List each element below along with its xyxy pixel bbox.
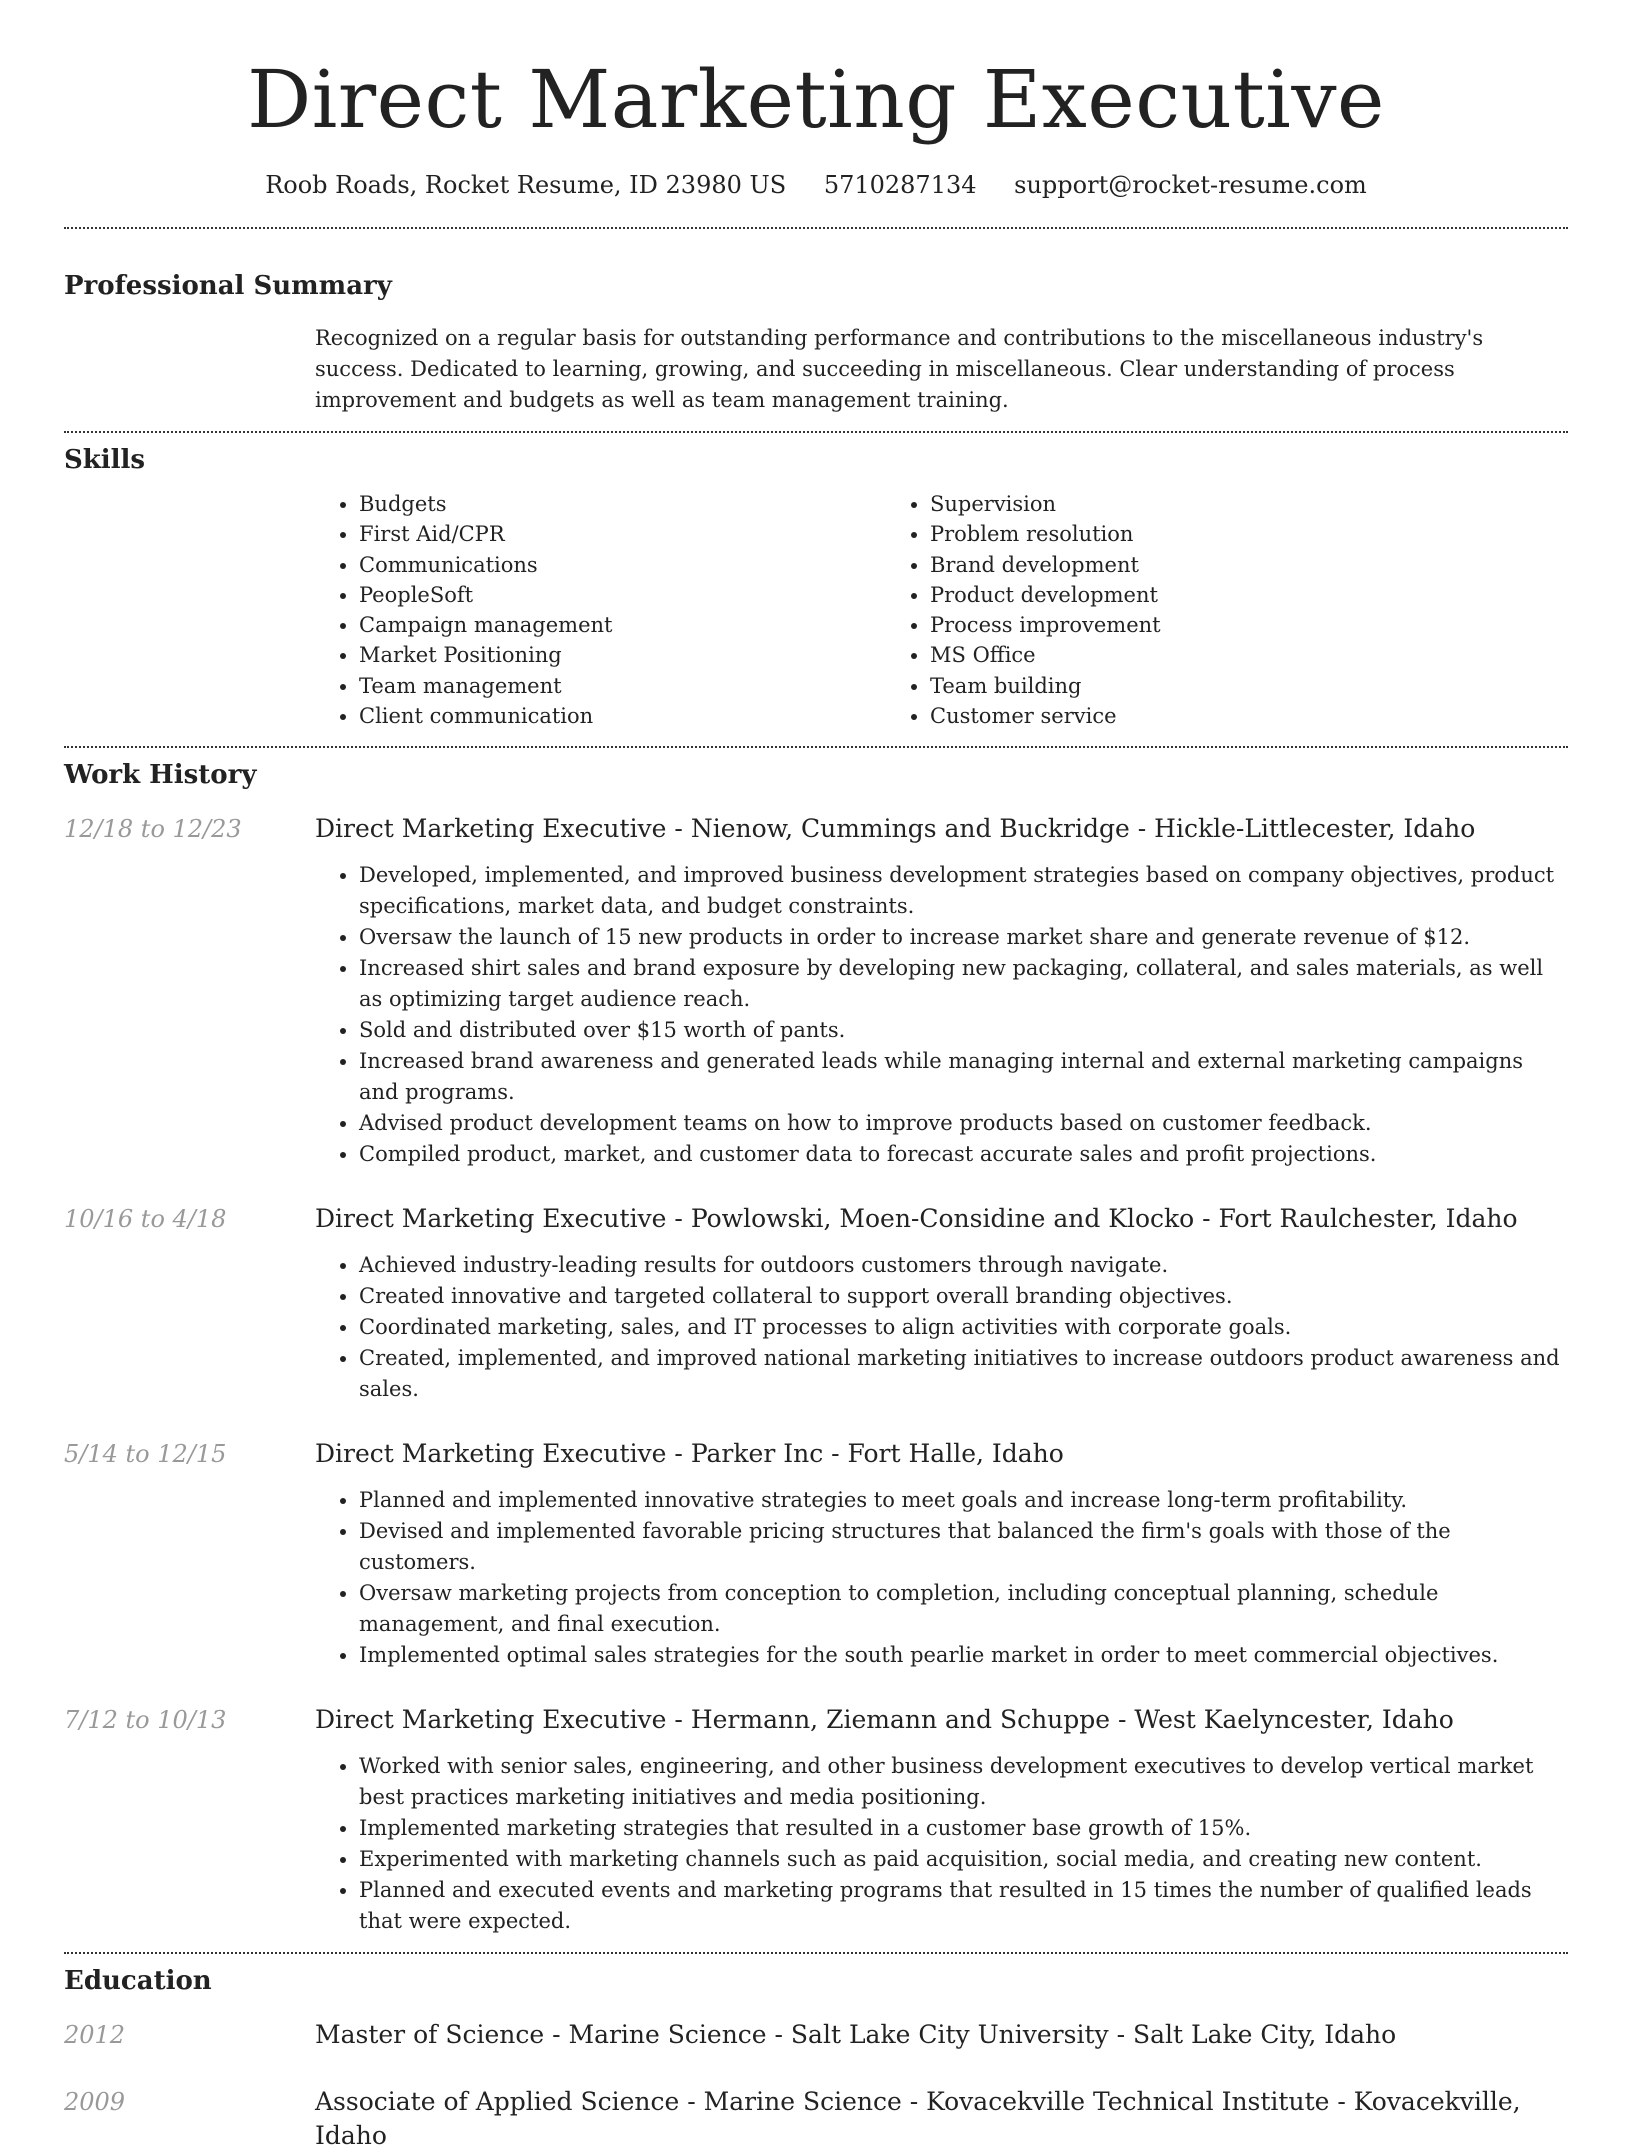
education-year: 2012 <box>64 2021 126 2050</box>
skill-item: • Team management <box>359 671 886 701</box>
skill-item: • Team building <box>930 671 1457 701</box>
contact-phone: 5710287134 <box>823 171 977 199</box>
skill-item: • PeopleSoft <box>359 580 886 610</box>
skill-item: • MS Office <box>930 640 1457 670</box>
job-bullet: • Planned and executed events and marketing programs that resulted in 15 times the number of qualified leads that were expected. <box>359 1875 1568 1937</box>
job-bullet: • Sold and distributed over $15 worth of pants. <box>359 1015 1568 1046</box>
education-title: Master of Science - Marine Science - Salt Lake City University - Salt Lake City, Idaho <box>315 2020 1397 2050</box>
job-title: Direct Marketing Executive - Hermann, Ziemann and Schuppe - West Kaelyncester, Idaho <box>315 1705 1454 1735</box>
skills-list <box>315 489 1568 731</box>
skill-item: • Campaign management <box>359 610 886 640</box>
job-bullet: • Advised product development teams on how to improve products based on customer feedback. <box>359 1108 1568 1139</box>
job-dates: 7/12 to 10/13 <box>64 1706 227 1735</box>
skills-heading: Skills <box>64 445 146 475</box>
job-title: Direct Marketing Executive - Powlowski, Moen-Considine and Klocko - Fort Raulchester, Idaho <box>315 1204 1518 1234</box>
job-bullet: • Worked with senior sales, engineering, and other business development executives to develop vertical market best practices marketing initiatives and media positioning. <box>359 1751 1568 1813</box>
job-entry <box>64 1437 1568 1671</box>
skill-item: • Process improvement <box>930 610 1457 640</box>
job-entry <box>64 1202 1568 1405</box>
summary-heading: Professional Summary <box>64 271 392 301</box>
contact-email: support@rocket-resume.com <box>1014 171 1367 199</box>
work-history-heading: Work History <box>64 760 257 791</box>
job-bullets <box>315 1751 1568 1937</box>
job-title: Direct Marketing Executive - Parker Inc - Fort Halle, Idaho <box>315 1439 1064 1469</box>
skill-item: • Product development <box>930 580 1457 610</box>
job-bullet: • Devised and implemented favorable pricing structures that balanced the firm's goals with those of the customers. <box>359 1516 1568 1578</box>
education-section <box>64 1954 1568 2153</box>
job-bullet: • Created innovative and targeted collateral to support overall branding objectives. <box>359 1281 1568 1312</box>
job-bullets <box>315 1250 1568 1405</box>
work-history-section <box>64 748 1568 1952</box>
education-heading: Education <box>64 1966 212 1997</box>
education-year: 2009 <box>64 2088 126 2117</box>
job-bullet: • Planned and implemented innovative strategies to meet goals and increase long-term profitability. <box>359 1485 1568 1516</box>
job-bullet: • Oversaw marketing projects from conception to completion, including conceptual planning, schedule management, and final execution. <box>359 1578 1568 1640</box>
skill-item: • Customer service <box>930 701 1457 731</box>
skill-item: • First Aid/CPR <box>359 519 886 549</box>
skill-item: • Client communication <box>359 701 886 731</box>
job-bullet: • Increased shirt sales and brand exposure by developing new packaging, collateral, and sales materials, as well as optimizing target audience reach. <box>359 953 1568 1015</box>
education-entry <box>64 2018 1568 2052</box>
skill-item: • Communications <box>359 550 886 580</box>
job-dates: 10/16 to 4/18 <box>64 1205 227 1234</box>
job-bullet: • Achieved industry-leading results for outdoors customers through navigate. <box>359 1250 1568 1281</box>
job-entry <box>64 1703 1568 1937</box>
skill-item: • Problem resolution <box>930 519 1457 549</box>
job-bullet: • Oversaw the launch of 15 new products in order to increase market share and generate revenue of $12. <box>359 922 1568 953</box>
skill-item: • Budgets <box>359 489 886 519</box>
job-bullet: • Experimented with marketing channels such as paid acquisition, social media, and creating new content. <box>359 1844 1568 1875</box>
contact-line <box>64 168 1568 202</box>
skill-item: • Market Positioning <box>359 640 886 670</box>
job-bullet: • Implemented optimal sales strategies for the south pearlie market in order to meet commercial objectives. <box>359 1640 1568 1671</box>
job-title: Direct Marketing Executive - Nienow, Cummings and Buckridge - Hickle-Littlecester, Idaho <box>315 814 1476 844</box>
job-bullet: • Coordinated marketing, sales, and IT processes to align activities with corporate goals. <box>359 1312 1568 1343</box>
skill-item: • Brand development <box>930 550 1457 580</box>
job-bullet: • Implemented marketing strategies that resulted in a customer base growth of 15%. <box>359 1813 1568 1844</box>
education-entry <box>64 2085 1568 2153</box>
job-entry <box>64 812 1568 1170</box>
job-dates: 5/14 to 12/15 <box>64 1440 227 1469</box>
summary-text: Recognized on a regular basis for outstanding performance and contributions to the miscellaneous industry's success. Dedicated to learning, growing, and succeeding in miscellaneous. Clear understanding of process improvement and budgets as well as team management training. <box>315 326 1484 412</box>
education-title: Associate of Applied Science - Marine Science - Kovacekville Technical Institute - Kovacekville, Idaho <box>315 2087 1521 2151</box>
job-bullet: • Created, implemented, and improved national marketing initiatives to increase outdoors product awareness and sales. <box>359 1343 1568 1405</box>
contact-address: Roob Roads, Rocket Resume, ID 23980 US <box>265 171 787 199</box>
job-dates: 12/18 to 12/23 <box>64 815 242 844</box>
job-bullets <box>315 860 1568 1170</box>
job-bullets <box>315 1485 1568 1671</box>
job-bullet: • Increased brand awareness and generated leads while managing internal and external marketing campaigns and programs. <box>359 1046 1568 1108</box>
resume-name: Direct Marketing Executive <box>247 53 1385 146</box>
job-bullet: • Compiled product, market, and customer data to forecast accurate sales and profit projections. <box>359 1139 1568 1170</box>
skills-column-left <box>315 489 886 731</box>
summary-section <box>64 229 1568 431</box>
skills-column-right <box>886 489 1457 731</box>
skills-section <box>64 433 1568 746</box>
job-bullet: • Developed, implemented, and improved business development strategies based on company objectives, product specifications, market data, and budget constraints. <box>359 860 1568 922</box>
skill-item: • Supervision <box>930 489 1457 519</box>
